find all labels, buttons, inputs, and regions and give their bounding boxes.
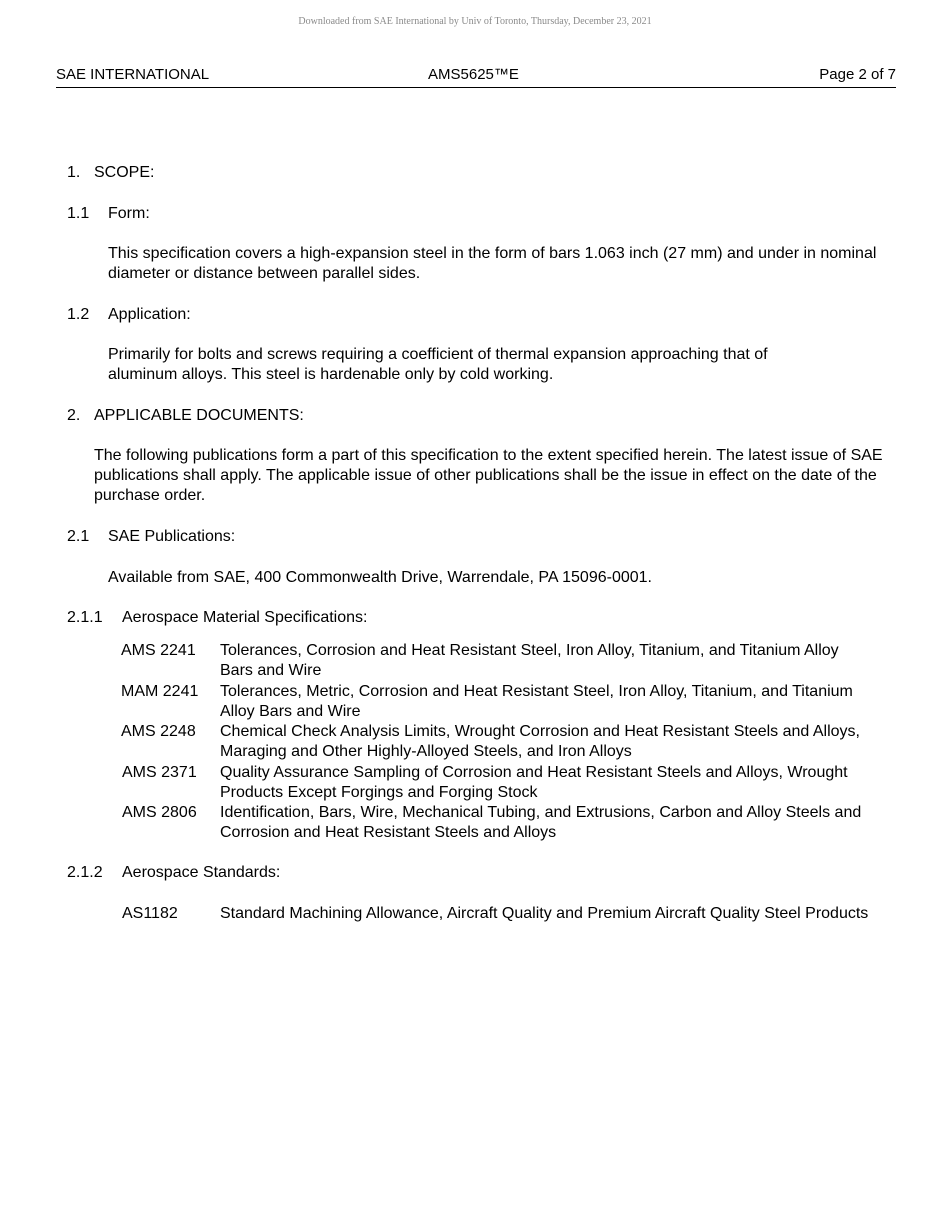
header-org: SAE INTERNATIONAL: [56, 66, 210, 83]
section-1-1-title: Form:: [108, 205, 150, 222]
ref-description: Tolerances, Metric, Corrosion and Heat Resistant Steel, Iron Alloy, Titanium, and Titanium Alloy Bars and Wire: [220, 683, 853, 720]
ref-code: AMS 2371: [122, 764, 197, 781]
download-watermark: Downloaded from SAE International by Univ of Toronto, Thursday, December 23, 2021: [298, 16, 652, 27]
section-2-number: 2.: [67, 407, 81, 424]
section-1-1-text: This specification covers a high-expansion steel in the form of bars 1.063 inch (27 mm) and under in nominal diameter or distance between parallel sides.: [108, 245, 877, 282]
section-1-1-number: 1.1: [67, 205, 90, 222]
header-doc-id: AMS5625™E: [428, 66, 519, 83]
ref-code: AMS 2241: [121, 642, 196, 659]
ref-description: Chemical Check Analysis Limits, Wrought Corrosion and Heat Resistant Steels and Alloys, Maraging and Other Highly-Alloyed Steels, and Iron Alloys: [220, 723, 860, 760]
section-2-1-2-number: 2.1.2: [67, 864, 103, 881]
section-1-2-number: 1.2: [67, 306, 90, 323]
ref-description: Standard Machining Allowance, Aircraft Quality and Premium Aircraft Quality Steel Products: [220, 905, 869, 922]
ref-code: AS1182: [122, 905, 178, 922]
ref-description: Tolerances, Corrosion and Heat Resistant Steel, Iron Alloy, Titanium, and Titanium Alloy Bars and Wire: [220, 642, 839, 679]
section-2-title: APPLICABLE DOCUMENTS:: [94, 407, 304, 424]
section-1-number: 1.: [67, 164, 81, 181]
section-2-1-number: 2.1: [67, 528, 90, 545]
section-1-2-title: Application:: [108, 306, 191, 323]
running-header: [56, 66, 896, 88]
section-2-1-text: Available from SAE, 400 Commonwealth Drive, Warrendale, PA 15096-0001.: [108, 569, 652, 586]
section-2-1-1-number: 2.1.1: [67, 609, 103, 626]
section-2-1-title: SAE Publications:: [108, 528, 236, 545]
header-page-number: Page 2 of 7: [819, 66, 896, 83]
section-1-title: SCOPE:: [94, 164, 155, 181]
ref-code: AMS 2806: [122, 804, 197, 821]
section-2-1-1-title: Aerospace Material Specifications:: [122, 609, 368, 626]
ref-description: Quality Assurance Sampling of Corrosion and Heat Resistant Steels and Alloys, Wrought Products Except Forgings and Forging Stock: [220, 764, 848, 801]
section-2-1-2-title: Aerospace Standards:: [122, 864, 281, 881]
ref-code: MAM 2241: [121, 683, 199, 700]
ref-description: Identification, Bars, Wire, Mechanical Tubing, and Extrusions, Carbon and Alloy Steels and Corrosion and Heat Resistant Steels and Alloys: [220, 804, 862, 841]
section-2-text: The following publications form a part of this specification to the extent specified herein. The latest issue of SAE publications shall apply. The applicable issue of other publications shall be the issue in effect on the date of the purchase order.: [94, 447, 883, 504]
section-1-2-text: Primarily for bolts and screws requiring a coefficient of thermal expansion approaching that of aluminum alloys. This steel is hardenable only by cold working.: [108, 346, 768, 383]
ref-code: AMS 2248: [121, 723, 196, 740]
